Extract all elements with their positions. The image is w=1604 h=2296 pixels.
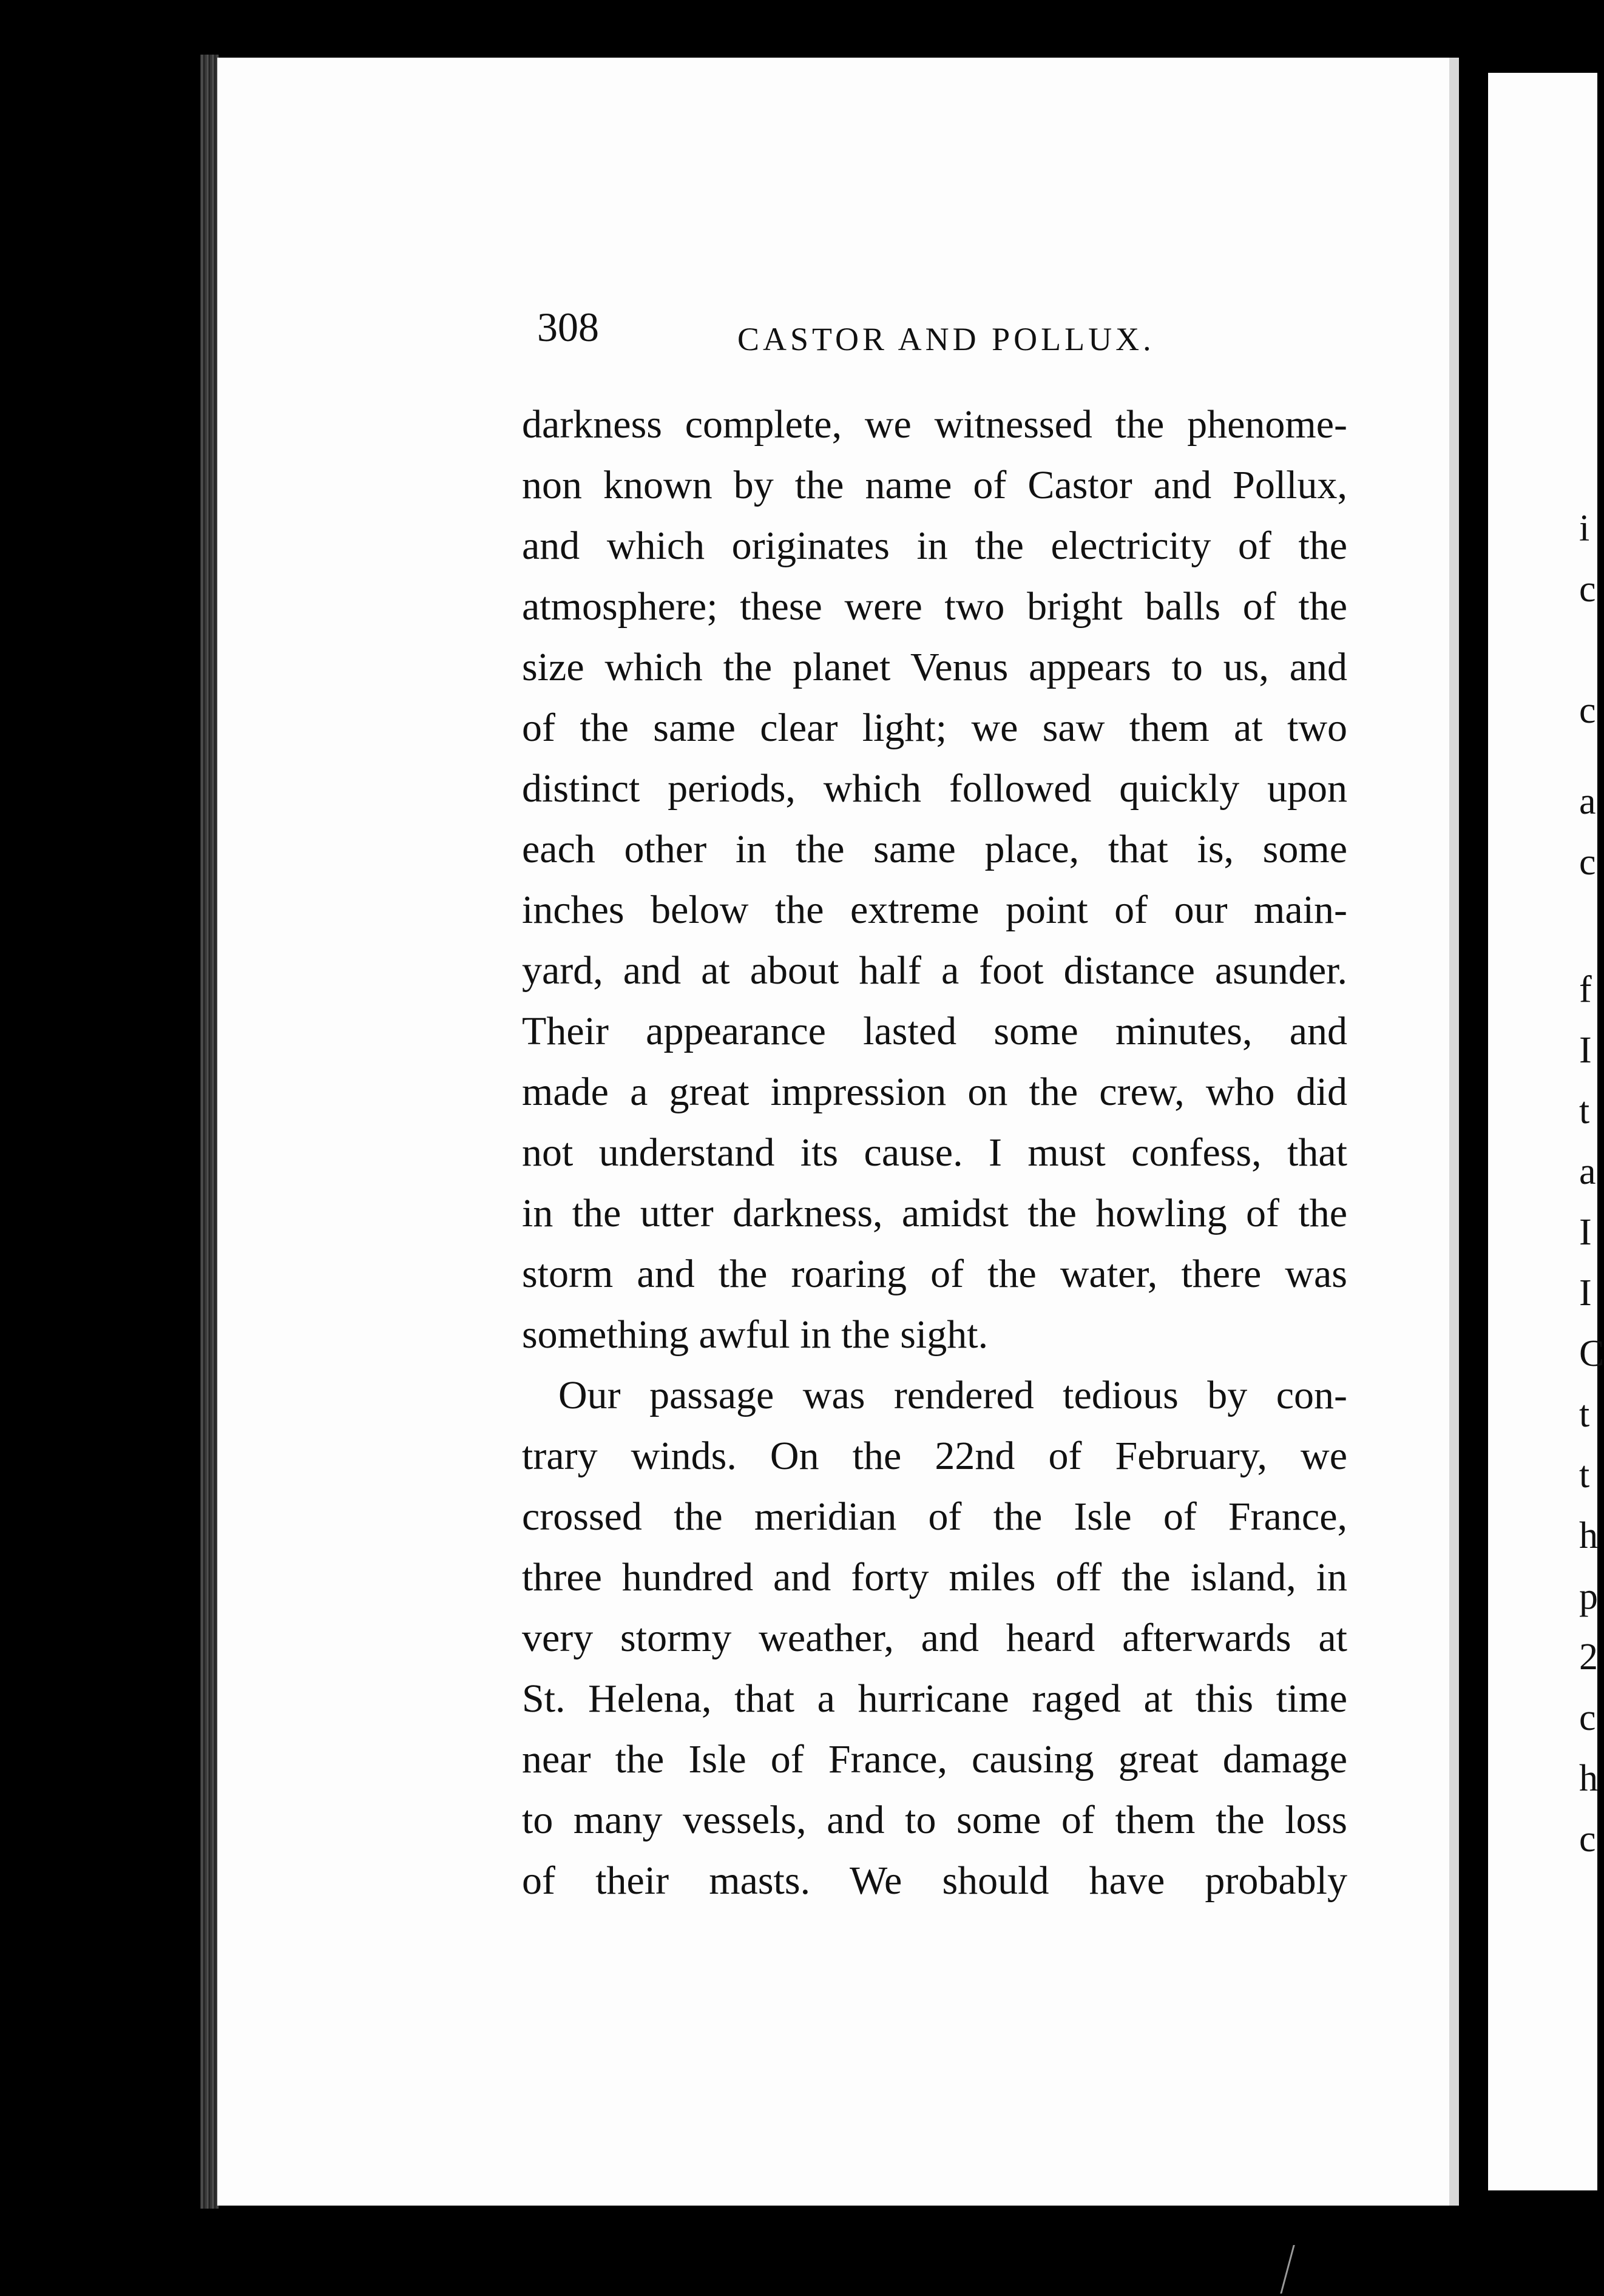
page-number: 308: [537, 304, 599, 350]
text-line: to many vessels, and to some of them the loss: [522, 1798, 1347, 1842]
fragment-letter: c: [1579, 1697, 1596, 1738]
text-line: non known by the name of Castor and Pollux,: [522, 463, 1347, 507]
text-line: made a great impression on the crew, who did: [522, 1070, 1347, 1114]
fragment-letter: t: [1579, 1394, 1590, 1435]
fragment-letter: C: [1579, 1333, 1604, 1374]
fragment-letter: I: [1579, 1030, 1592, 1071]
text-line: something awful in the sight.: [522, 1312, 989, 1357]
text-line: size which the planet Venus appears to us, and: [522, 645, 1347, 689]
page-header: [537, 303, 1350, 370]
text-line: yard, and at about half a foot distance asunder.: [522, 948, 1347, 993]
text-line: atmosphere; these were two bright balls of the: [522, 584, 1347, 629]
book-binding-edge: [200, 55, 218, 2209]
text-line: each other in the same place, that is, some: [522, 827, 1347, 871]
fragment-letter: p: [1579, 1576, 1598, 1617]
text-line: in the utter darkness, amidst the howling of the: [522, 1191, 1347, 1235]
fragment-letter: I: [1579, 1272, 1592, 1314]
fragment-letter: a: [1579, 781, 1596, 822]
text-line: storm and the roaring of the water, there was: [522, 1252, 1347, 1296]
fragment-letter: t: [1579, 1090, 1590, 1132]
text-line: St. Helena, that a hurricane raged at this time: [522, 1676, 1347, 1721]
text-line: not understand its cause. I must confess, that: [522, 1130, 1347, 1175]
text-line: and which originates in the electricity of the: [522, 524, 1347, 568]
scan-mark: [1256, 2245, 1294, 2294]
fragment-letter: a: [1579, 1151, 1596, 1192]
text-line: trary winds. On the 22nd of February, we: [522, 1434, 1347, 1478]
text-line: very stormy weather, and heard afterwards at: [522, 1616, 1347, 1660]
fragment-letter: h: [1579, 1515, 1598, 1556]
fragment-letter: f: [1579, 969, 1592, 1010]
fragment-letter: c: [1579, 569, 1596, 610]
text-line: Their appearance lasted some minutes, and: [522, 1009, 1347, 1053]
fragment-letter: c: [1579, 842, 1596, 883]
running-title: CASTOR AND POLLUX.: [737, 321, 1155, 357]
fragment-letter: 2: [1579, 1636, 1598, 1678]
page-body-text: [522, 394, 1347, 1911]
fragment-letter: I: [1579, 1212, 1592, 1253]
text-line: inches below the extreme point of our main-: [522, 888, 1347, 932]
text-line: near the Isle of France, causing great damage: [522, 1737, 1347, 1781]
paragraph-first-line: Our passage was rendered tedious by con-: [558, 1373, 1347, 1417]
text-line: darkness complete, we witnessed the phenome-: [522, 402, 1347, 447]
text-line: three hundred and forty miles off the island, in: [522, 1555, 1347, 1599]
text-line: of their masts. We should have probably: [522, 1859, 1347, 1903]
adjacent-page-fragment: [1488, 73, 1604, 2190]
fragment-letter: t: [1579, 1454, 1590, 1496]
page-gutter: [1449, 58, 1459, 2206]
fragment-letter: h: [1579, 1758, 1598, 1799]
fragment-letter: c: [1579, 690, 1596, 731]
text-line: crossed the meridian of the Isle of France,: [522, 1494, 1347, 1539]
text-line: distinct periods, which followed quickly upon: [522, 766, 1347, 811]
fragment-letter: i: [1579, 508, 1590, 549]
text-line: of the same clear light; we saw them at two: [522, 706, 1347, 750]
fragment-letter: c: [1579, 1818, 1596, 1860]
